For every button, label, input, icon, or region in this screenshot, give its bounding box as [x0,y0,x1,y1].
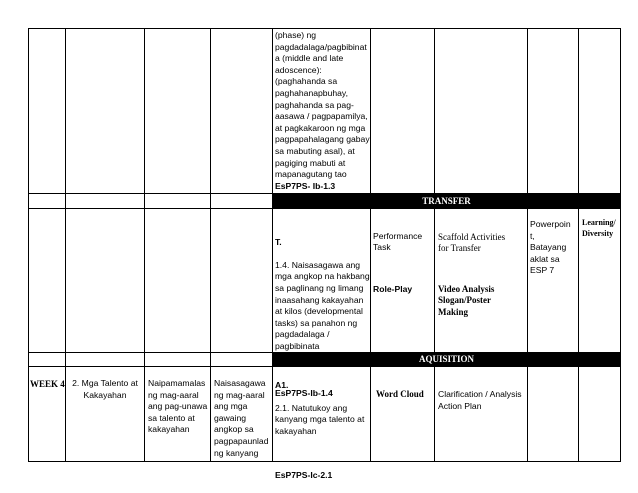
column-divider-8 [578,28,579,462]
transfer-section-bar [273,194,620,208]
column-divider-6 [434,28,435,462]
top-competency-code: EsP7PS- Ib-1.3 [275,181,336,191]
week-label: WEEK 4 [30,379,65,389]
column-divider-2 [144,28,145,462]
column-divider-4 [272,28,273,462]
week-competency-code: EsP7PS-Ic-2.1 [275,469,333,480]
aquisition-section-label: AQUISITION [418,354,474,364]
aquisition-section-bar [273,353,620,366]
transfer-activity-items: Video Analysis Slogan/Poster Making [438,283,495,317]
transfer-activities [438,220,526,330]
column-divider-3 [210,28,211,462]
column-divider-5 [370,28,371,462]
week-activity: Clarification / Analysis Action Plan [438,389,522,411]
transfer-section-label: TRANSFER [422,196,471,206]
transfer-activity-title: Scaffold Activities for Transfer [438,231,506,253]
week-topic: 2. Mga Talento at Kakayahan [72,378,138,400]
content-standard: Naipamamalas ng mag-aaral ang pag-unawa sa talento at kakayahan [148,378,208,435]
week-objective [275,368,370,493]
row-divider-transfer-bottom [28,208,621,209]
week-assessment: Word Cloud [376,389,424,399]
transfer-assessment-type: Role-Play [373,283,413,294]
transfer-domain: Learning/ Diversity [582,218,616,238]
transfer-assessment [373,219,433,307]
top-objective-text: (phase) ng pagdadalaga/pagbibinat a (middle and late adoscence): (paghahanda sa paghahanapbuhay, paghahanda sa pag- aasawa / pagpapamilya, at pagkakaroon ng mga pagpapahalagang gabay sa mabuting asal), at pagiging mabuti at mapanagutang tao [275,30,370,180]
transfer-heading: T. [275,236,282,247]
week-objective-text: 2.1. Natutukoy ang kanyang mga talento at kakayahan [275,402,365,436]
week-heading: A1. [275,379,289,390]
transfer-competency-code: EsP7PS-Ib-1.4 [275,387,333,398]
transfer-assessment-text: Performance Task [373,230,423,253]
transfer-resources: Powerpoin t, Batayang aklat sa ESP 7 [530,219,571,276]
table-border-left [28,28,29,462]
transfer-objective-text: 1.4. Naisasagawa ang mga angkop na hakbang sa paglinang ng limang inaasahang kakayahan at kilos (developmental tasks) sa panahon ng pagdadalaga / pagbibinata [275,259,370,351]
table-border-right [620,28,621,462]
performance-standard: Naisasagawa ng mag-aaral ang mga gawaing angkop sa pagpapaunlad ng kanyang [214,378,269,458]
row-divider-top [28,28,621,29]
